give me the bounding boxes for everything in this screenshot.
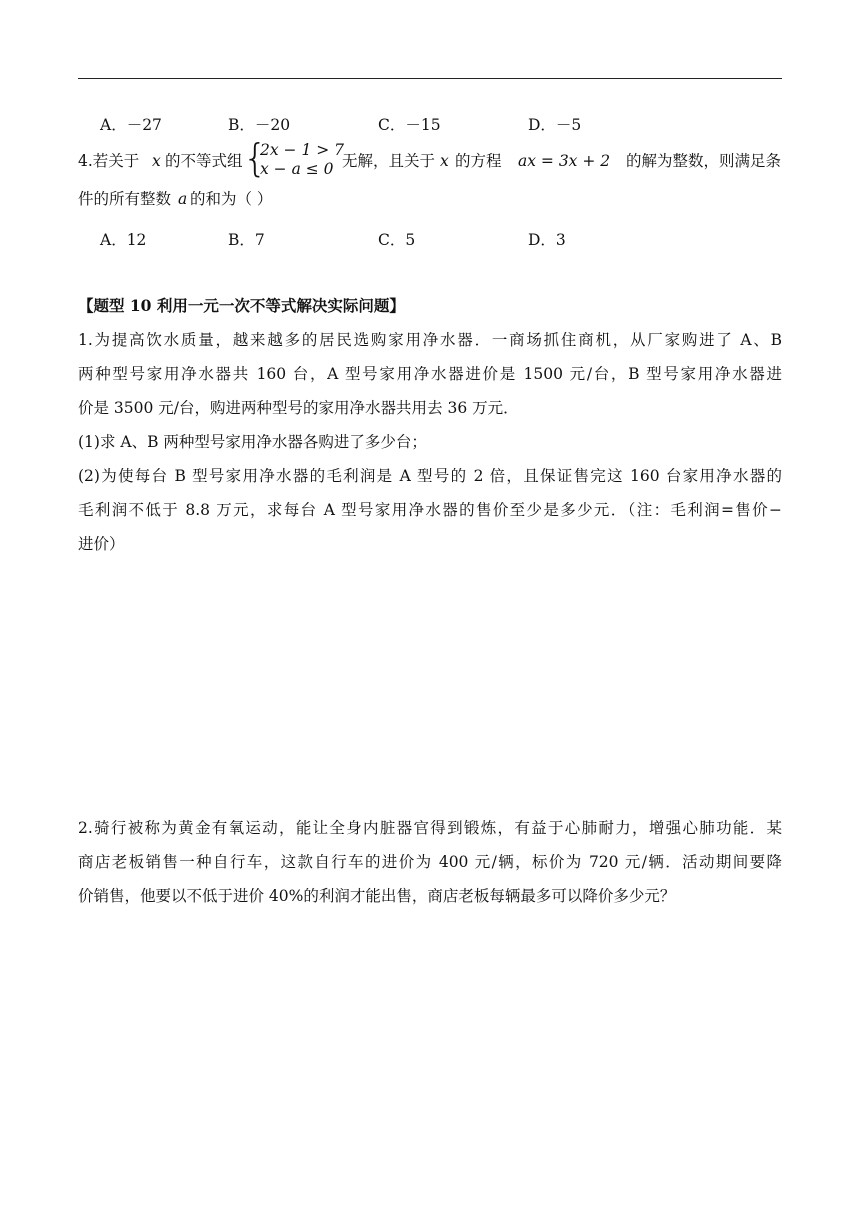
p2-line-3: 价销售，他要以不低于进价 40%的利润才能出售，商店老板每辆最多可以降价多少元？	[78, 887, 676, 905]
q4-option-b: B．7	[228, 231, 265, 249]
q4-line2-b: 的和为（ ）	[190, 190, 273, 208]
q4-text-condition: 的解为整数，则满足条	[626, 152, 782, 170]
p1-line-3: 价是 3500 元/台，购进两种型号的家用净水器共用去 36 万元．	[78, 399, 519, 417]
q4-equation: ax = 3x + 2	[518, 152, 611, 170]
p1-line-2: 两种型号家用净水器共 160 台，A 型号家用净水器进价是 1500 元/台，B 型号家用净水器进	[78, 365, 782, 383]
q3-option-c: C．－15	[378, 116, 441, 134]
q4-option-c: C．5	[378, 231, 416, 249]
p1-line-1: 1.为提高饮水质量，越来越多的居民选购家用净水器．一商场抓住商机，从厂家购进了 A、B	[78, 331, 782, 349]
header-rule	[78, 78, 782, 79]
system-inequality-2: x − a ≤ 0	[260, 160, 334, 178]
q4-prefix: 4.若关于	[78, 152, 140, 170]
q4-var-x: x	[152, 152, 161, 170]
system-inequality-1: 2x − 1 > 7	[260, 141, 345, 159]
left-brace: {	[243, 136, 268, 180]
q4-line2-a: 件的所有整数	[78, 190, 172, 208]
q4-option-a: A．12	[100, 231, 147, 249]
q3-option-b: B．－20	[228, 116, 291, 134]
q3-option-d: D．－5	[528, 116, 582, 134]
p1-sub-2-line-1: (2)为使每台 B 型号家用净水器的毛利润是 A 型号的 2 倍，且保证售完这 160 台家用净水器的	[78, 467, 782, 485]
section-heading: 【题型 10 利用一元一次不等式解决实际问题】	[78, 296, 405, 315]
q4-text-system: 的不等式组	[165, 152, 243, 170]
q4-var-x2: x	[440, 152, 449, 170]
q4-text-nosolution: 无解，且关于	[342, 152, 436, 170]
p1-sub-2-line-2: 毛利润不低于 8.8 万元，求每台 A 型号家用净水器的售价至少是多少元．（注：毛利润=售价−	[78, 501, 782, 519]
p2-line-1: 2.骑行被称为黄金有氧运动，能让全身内脏器官得到锻炼，有益于心肺耐力，增强心肺功能．某	[78, 819, 782, 837]
q3-option-a: A．－27	[100, 116, 162, 134]
p1-sub-2-line-3: 进价）	[78, 535, 125, 553]
p1-sub-1: (1)求 A、B 两种型号家用净水器各购进了多少台；	[78, 433, 427, 451]
p2-line-2: 商店老板销售一种自行车，这款自行车的进价为 400 元/辆，标价为 720 元/辆．活动期间要降	[78, 853, 782, 871]
q4-var-a: a	[178, 190, 188, 208]
q4-text-equation: 的方程	[455, 152, 502, 170]
q4-option-d: D．3	[528, 231, 566, 249]
